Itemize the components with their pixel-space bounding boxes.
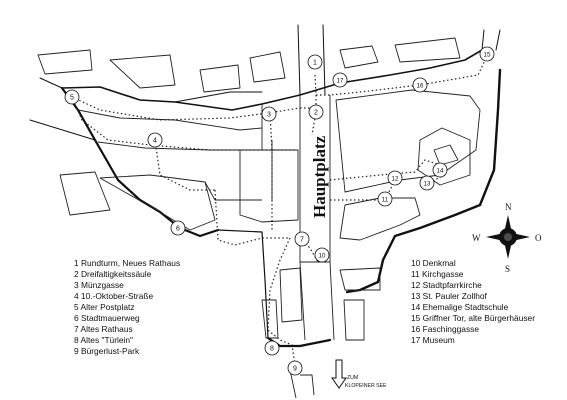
marker-label: 14 (436, 167, 444, 175)
marker-2 (309, 105, 323, 119)
legend-item: 8 Altes "Türlein" (74, 335, 134, 345)
legend-item: 3 Münzgasse (74, 280, 124, 290)
marker-3 (262, 107, 276, 121)
legend-item: 5 Alter Postplatz (74, 302, 135, 312)
street-label-hauptplatz: Hauptplatz (310, 135, 329, 218)
marker-label: 10 (318, 252, 326, 260)
legend-item: 9 Bürgerlust-Park (74, 346, 140, 356)
exit-arrow (332, 360, 387, 389)
marker-label: 4 (153, 137, 157, 145)
legend-item: 4 10.-Oktober-Straße (74, 291, 154, 301)
marker-15 (480, 47, 494, 61)
marker-14 (433, 163, 447, 177)
marker-label: 13 (423, 180, 431, 188)
marker-1 (308, 55, 322, 69)
marker-13 (420, 176, 434, 190)
legend-item: 16 Faschinggasse (411, 324, 479, 334)
marker-label: 16 (416, 82, 424, 90)
marker-10 (315, 248, 329, 262)
legend-item: 14 Ehemalige Stadtschule (411, 302, 509, 312)
legend-right (411, 258, 535, 346)
legend-item: 12 Stadtpfarrkirche (411, 280, 482, 290)
marker-16 (413, 78, 427, 92)
compass-south: S (505, 264, 511, 274)
legend-item: 17 Museum (411, 335, 455, 345)
legend-item: 2 Dreifaltigkeitssäule (74, 269, 152, 279)
marker-label: 3 (267, 111, 271, 119)
marker-label: 11 (381, 196, 389, 204)
legend-item: 6 Stadtmauerweg (74, 313, 140, 323)
marker-label: 6 (176, 225, 180, 233)
compass-east: O (535, 233, 542, 243)
compass-west: W (472, 233, 481, 243)
marker-label: 9 (293, 365, 297, 373)
marker-label: 5 (70, 94, 74, 102)
exit-sign-line1: ZUM (347, 375, 359, 381)
marker-5 (65, 90, 79, 104)
marker-label: 1 (313, 59, 317, 67)
marker-label: 8 (270, 345, 274, 353)
marker-7 (295, 232, 309, 246)
marker-label: 15 (483, 51, 491, 59)
legend-item: 13 St. Pauler Zollhof (411, 291, 487, 301)
legend-item: 11 Kirchgasse (411, 269, 464, 279)
marker-11 (378, 192, 392, 206)
legend-item: 7 Altes Rathaus (74, 324, 133, 334)
marker-label: 2 (314, 109, 318, 117)
compass-north: N (505, 202, 512, 212)
marker-label: 17 (336, 77, 344, 85)
legend-left (74, 258, 180, 357)
marker-12 (388, 171, 402, 185)
legend-item: 10 Denkmal (411, 258, 456, 268)
legend-item: 15 Griffner Tor, alte Bürgerhäuser (411, 313, 535, 323)
marker-17 (333, 73, 347, 87)
marker-6 (171, 221, 185, 235)
marker-9 (288, 361, 302, 375)
exit-sign-line2: KLOPEINER SEE (345, 383, 387, 389)
marker-4 (148, 133, 162, 147)
marker-label: 7 (300, 236, 304, 244)
legend-item: 1 Rundturm, Neues Rathaus (74, 258, 181, 268)
marker-label: 12 (391, 175, 399, 183)
marker-8 (265, 341, 279, 355)
